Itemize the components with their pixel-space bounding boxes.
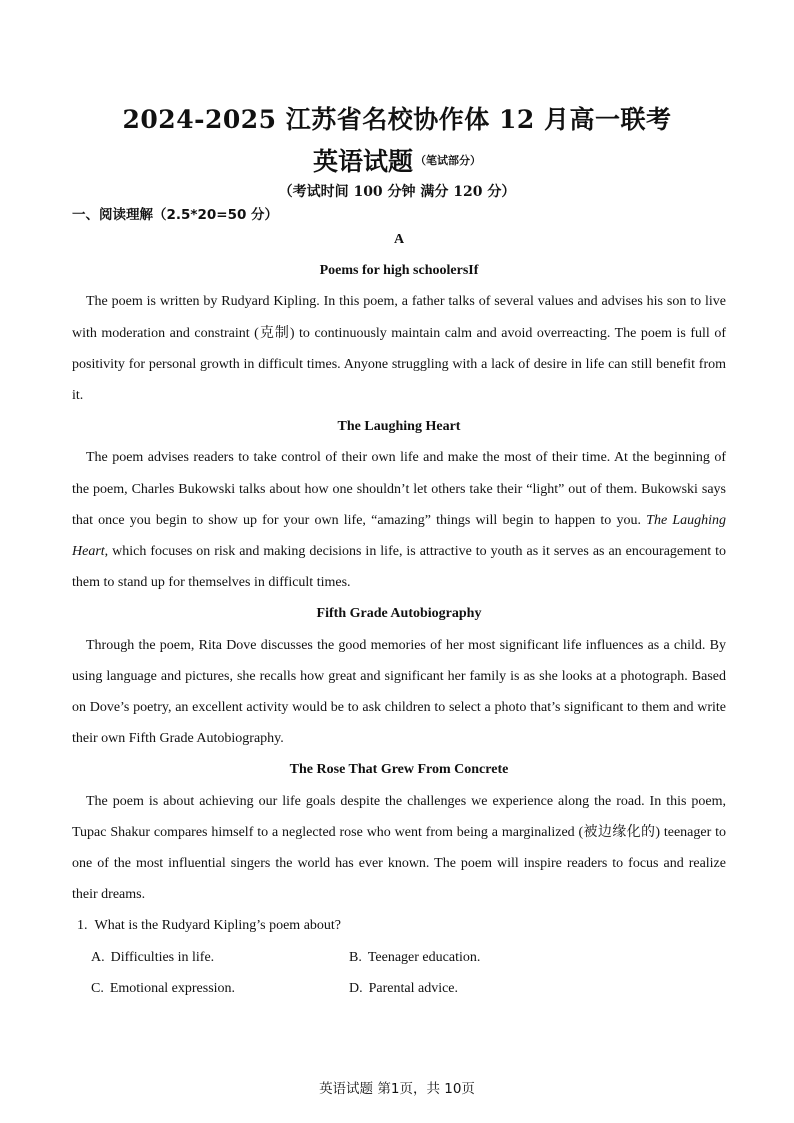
poem-title: The Laughing Heart [337, 419, 461, 435]
option-letter: A. [91, 949, 105, 965]
page-footer: 英语试题 第1页，共 10页 [319, 1081, 475, 1097]
exam-info: （考试时间 100 分钟 满分 120 分） [278, 184, 516, 200]
option-text: Difficulties in life. [110, 949, 215, 965]
poem-text: The poem advises readers to take control of their own life and make the most of their time. At the beginning of the poem, Charles Bukowski talks about how one shouldn’t let others take their “light” out of them. Bukowski says that once you begin to show up for your own life, “amazing” things will begin to happen to you. [72, 450, 726, 528]
exam-title: 2024-2025 江苏省名校协作体 12 月高一联考 [122, 105, 672, 134]
option-text: Teenager education. [367, 949, 481, 965]
question-stem [72, 910, 726, 941]
question-text: What is the Rudyard Kipling’s poem about? [94, 918, 342, 934]
poem-title-italic: The Laughing Heart [72, 512, 727, 560]
option-b[interactable] [349, 942, 649, 973]
option-d[interactable] [349, 973, 649, 1004]
poem-title: The Rose That Grew From Concrete [289, 762, 509, 778]
option-text: Emotional expression. [109, 980, 236, 996]
subject-note: （笔试部分） [415, 154, 481, 167]
poem-description [72, 630, 726, 755]
poem-description [72, 442, 726, 598]
option-letter: C. [91, 980, 104, 996]
option-letter: D. [349, 980, 363, 996]
subject-title-line [0, 142, 794, 178]
option-text: Parental advice. [368, 980, 459, 996]
poem-text: The poem is about achieving our life goals despite the challenges we experience along the road. In this poem, Tupac Shakur compares himself to a neglected rose who went from being a marginalized (被边缘化的) teenager to one of the most influential singers the world has ever known. The poem will inspire readers to focus and realize their dreams. [72, 793, 726, 903]
poem-title: Fifth Grade Autobiography [316, 606, 482, 622]
option-letter: B. [349, 949, 362, 965]
poem-text: The poem is written by Rudyard Kipling. In this poem, a father talks of several values and advises his son to live with moderation and constraint (克制) to continuously maintain calm and avoid overreacting. The poem is full of positivity for personal growth in difficult times. Anyone struggling with a lack of desire in life can still benefit from it. [72, 294, 726, 404]
question-number: 1. [77, 918, 88, 934]
poem-title: Poems for high schoolersIf [319, 263, 479, 279]
poem-text: , which focuses on risk and making decisions in life, is attractive to youth as it serves as an encouragement to them to stand up for themselves in difficult times. [72, 544, 726, 591]
reading-passage [72, 224, 726, 1004]
poem-description [72, 286, 726, 411]
section-heading: 一、阅读理解（2.5*20=50 分） [72, 207, 279, 223]
answer-options [72, 942, 726, 1004]
poem-description [72, 786, 726, 911]
passage-label: A [393, 232, 405, 247]
poem-text: Through the poem, Rita Dove discusses the good memories of her most significant life influences as a child. By using language and pictures, she recalls how great and significant her family is as she looks at a photograph. Based on Dove’s poetry, an excellent activity would be to ask children to select a photo that’s significant to them and write their own Fifth Grade Autobiography. [72, 637, 726, 747]
subject-title: 英语试题 [312, 147, 413, 176]
option-c[interactable] [91, 973, 349, 1004]
option-a[interactable] [91, 942, 349, 973]
